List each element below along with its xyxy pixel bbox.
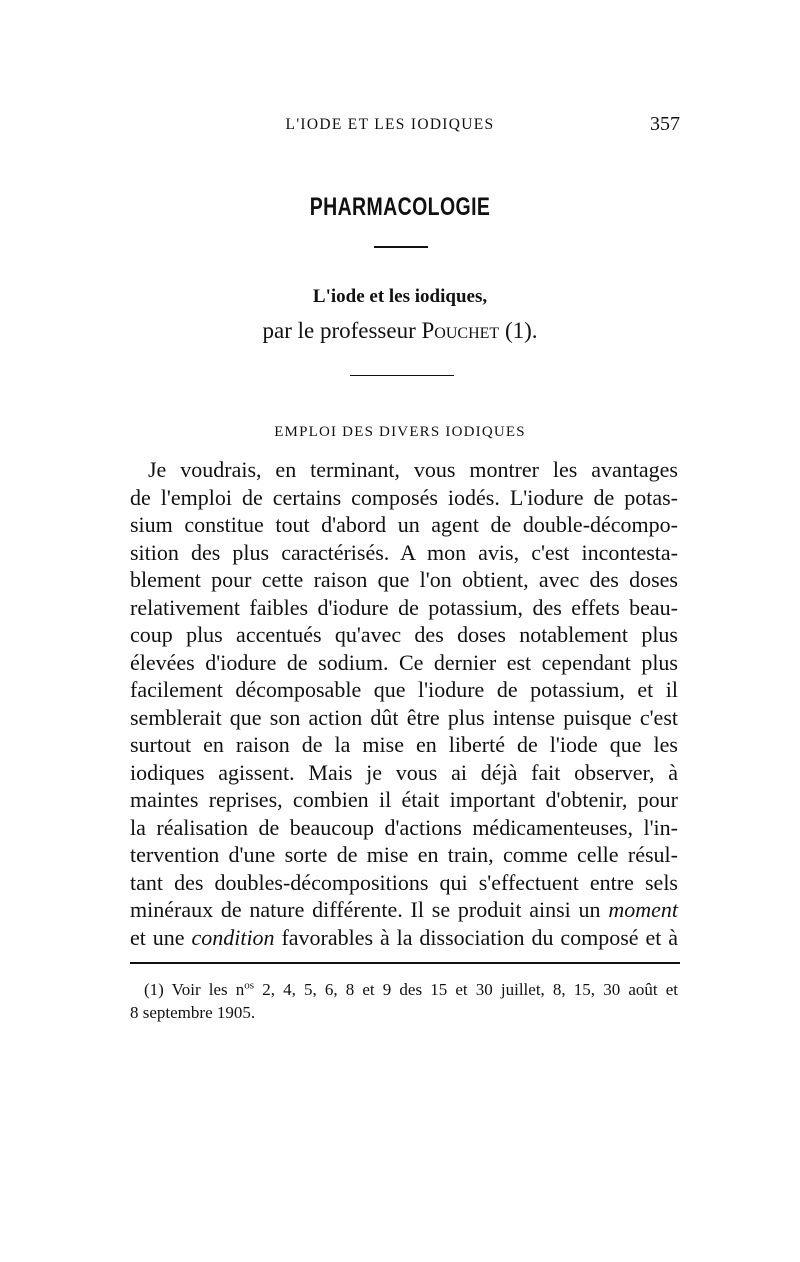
body-line: iodiques agissent. Mais je vous ai déjà fait observer, à <box>130 759 678 785</box>
body-line: semblerait que son action dût être plus intense puisque c'est <box>130 704 678 730</box>
section-title: PHARMACOLOGIE <box>309 193 491 221</box>
body-line-text: et une <box>130 924 185 950</box>
body-line-text: favorables à la dissociation du composé et à <box>281 924 678 950</box>
footnote-divider <box>130 962 680 964</box>
author-name: Pouchet <box>421 318 500 343</box>
article-title: L'iode et les iodiques, <box>312 286 488 307</box>
body-line: blement pour cette raison que l'on obtient, avec des doses <box>130 567 678 592</box>
subsection-title: EMPLOI DES DIVERS IODIQUES <box>274 424 526 440</box>
body-line: relativement faibles d'iodure de potassium, des effets beau- <box>130 594 678 620</box>
author-prefix: par le professeur <box>262 318 416 343</box>
footnote <box>130 978 678 1024</box>
body-line: facilement décomposable que l'iodure de potassium, et il <box>130 677 678 702</box>
body-line: coup plus accentués qu'avec des doses notablement plus <box>130 622 678 647</box>
body-line: élevées d'iodure de sodium. Ce dernier est cependant plus <box>130 649 678 675</box>
running-header <box>130 113 680 144</box>
body-italic-word: condition <box>191 924 275 950</box>
footnote-line: 8 septembre 1905. <box>130 1003 256 1022</box>
body-line: surtout en raison de la mise en liberté de l'iode que les <box>130 732 678 757</box>
author-line <box>0 318 800 344</box>
body-line: Je voudrais, en terminant, vous montrer les avantages <box>148 457 678 482</box>
body-line: tervention d'une sorte de mise en train, comme celle résul- <box>130 842 678 867</box>
body-line <box>130 924 678 952</box>
section-divider <box>350 375 454 376</box>
body-line: sition des plus caractérisés. A mon avis, c'est incontesta- <box>130 539 678 565</box>
footnote-text: (1) Voir les n <box>144 980 245 999</box>
body-line: maintes reprises, combien il était important d'obtenir, pour <box>130 787 678 812</box>
body-line: la réalisation de beaucoup d'actions médicamenteuses, l'in- <box>130 814 678 840</box>
body-line <box>130 896 678 924</box>
body-line: sium constitue tout d'abord un agent de double-décompo- <box>130 512 678 537</box>
body-line: de l'emploi de certains composés iodés. L'iodure de potas- <box>130 484 678 510</box>
body-text <box>130 456 678 951</box>
running-title: L'IODE ET LES IODIQUES <box>285 116 495 133</box>
page-number: 357 <box>650 113 680 135</box>
body-line: tant des doubles-décompositions qui s'effectuent entre sels <box>130 869 678 895</box>
body-italic-word: moment <box>608 897 679 922</box>
footnote-superscript: os <box>244 979 255 992</box>
body-line-text: minéraux de nature différente. Il se produit ainsi un <box>130 897 601 922</box>
footnote-text: 2, 4, 5, 6, 8 et 9 des 15 et 30 juillet, 8, 15, 30 août et <box>262 980 678 999</box>
footnote-line <box>130 978 678 1001</box>
title-divider <box>374 246 428 248</box>
author-footnote-ref: (1). <box>504 318 538 343</box>
